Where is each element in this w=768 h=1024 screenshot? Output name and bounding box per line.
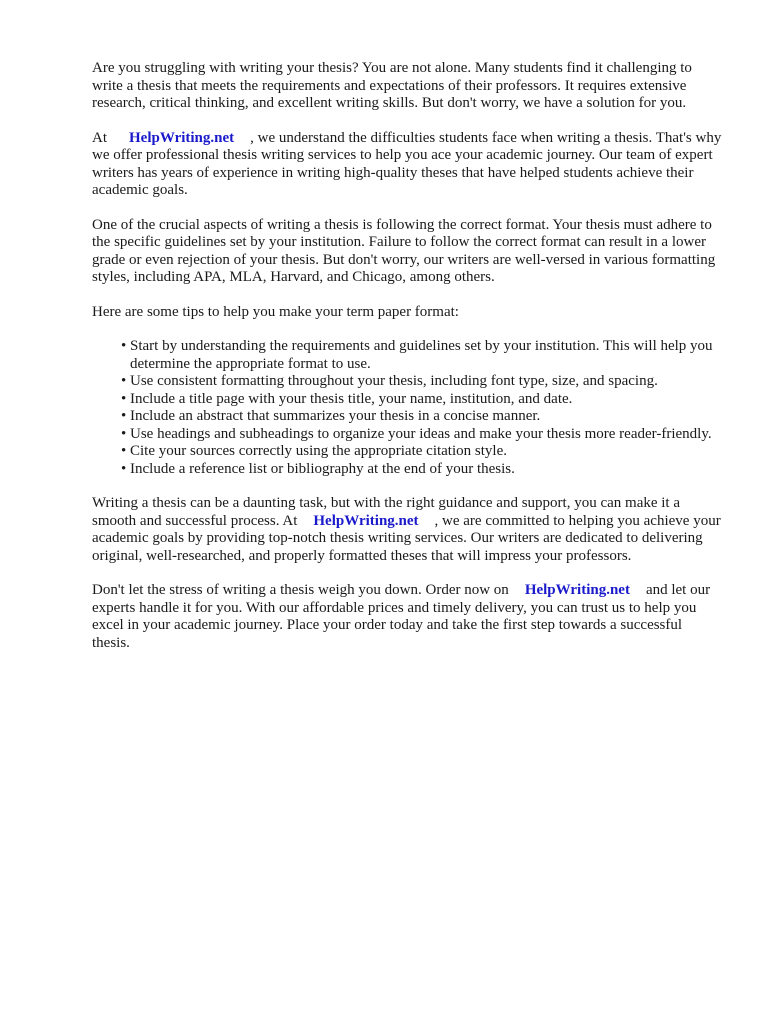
- list-item-text: Include a reference list or bibliography at the end of your thesis.: [130, 460, 515, 477]
- intro-paragraph: Are you struggling with writing your thesis? You are not alone. Many students find it challenging to write a thesis that meets the requirements and expectations of their professors. It requires extensive research, critical thinking, and excellent writing skills. But don't worry, we have a solution for you.: [92, 60, 692, 111]
- bullet-icon: •: [121, 408, 127, 424]
- order-text-after: and let our experts handle it for you. With our affordable prices and timely delivery, you can trust us to help you excel in your academic journey. Place your order today and take the first step towards a successful thesis.: [92, 582, 711, 651]
- commitment-paragraph: [92, 495, 722, 565]
- bullet-icon: •: [121, 373, 127, 389]
- list-item: [121, 460, 722, 479]
- commitment-text-after: , we are committed to helping you achieve your academic goals by providing top-notch thesis writing services. Our writers are dedicated to delivering original, well-researched, and properly formatted theses that will impress your professors.: [92, 512, 721, 564]
- helpwriting-link-2[interactable]: HelpWriting.net: [313, 512, 419, 529]
- bullet-icon: •: [121, 460, 127, 477]
- format-paragraph: One of the crucial aspects of writing a thesis is following the correct format. Your thesis must adhere to the specific guidelines set by your institution. Failure to follow the correct format can result in a lower grade or even rejection of your thesis. But don't worry, our writers are well-versed in various formatting styles, including APA, MLA, Harvard, and Chicago, among others.: [92, 216, 716, 285]
- order-text-before: Don't let the stress of writing a thesis weigh you down. Order now on: [92, 582, 509, 598]
- list-item: [121, 425, 722, 444]
- helpwriting-link-1[interactable]: HelpWriting.net: [129, 129, 235, 146]
- list-item-text: Include a title page with your thesis title, your name, institution, and date.: [130, 390, 573, 407]
- list-item-text: Include an abstract that summarizes your thesis in a concise manner.: [130, 408, 541, 424]
- tips-intro: Here are some tips to help you make your term paper format:: [92, 303, 459, 320]
- list-item-text: Start by understanding the requirements and guidelines set by your institution. This will help you determine the appropriate format to use.: [130, 338, 713, 372]
- list-item: [121, 338, 722, 373]
- services-paragraph: [92, 130, 722, 200]
- list-item: [121, 443, 722, 461]
- services-text-before: At: [92, 129, 107, 146]
- list-item-text: Use headings and subheadings to organize your ideas and make your thesis more reader-friendly.: [130, 425, 712, 442]
- bullet-icon: •: [121, 390, 127, 407]
- list-item-text: Cite your sources correctly using the appropriate citation style.: [130, 443, 507, 459]
- bullet-icon: •: [121, 443, 127, 459]
- order-paragraph: [92, 582, 722, 652]
- helpwriting-link-3[interactable]: HelpWriting.net: [524, 582, 630, 598]
- bullet-icon: •: [121, 425, 127, 442]
- bullet-icon: •: [121, 338, 127, 354]
- list-item: [121, 408, 722, 426]
- commitment-text-before: Writing a thesis can be a daunting task, but with the right guidance and support, you can make it a smooth and successful process. At: [92, 495, 680, 529]
- list-item: [121, 373, 722, 391]
- document-body: [92, 60, 722, 669]
- tips-list: [92, 338, 722, 478]
- list-item-text: Use consistent formatting throughout your thesis, including font type, size, and spacing.: [130, 373, 658, 389]
- list-item: [121, 390, 722, 409]
- services-text-after: , we understand the difficulties students face when writing a thesis. That's why we offer professional thesis writing services to help you ace your academic journey. Our team of expert writers has years of experience in writing high-quality theses that have helped students achieve their academic goals.: [92, 129, 722, 198]
